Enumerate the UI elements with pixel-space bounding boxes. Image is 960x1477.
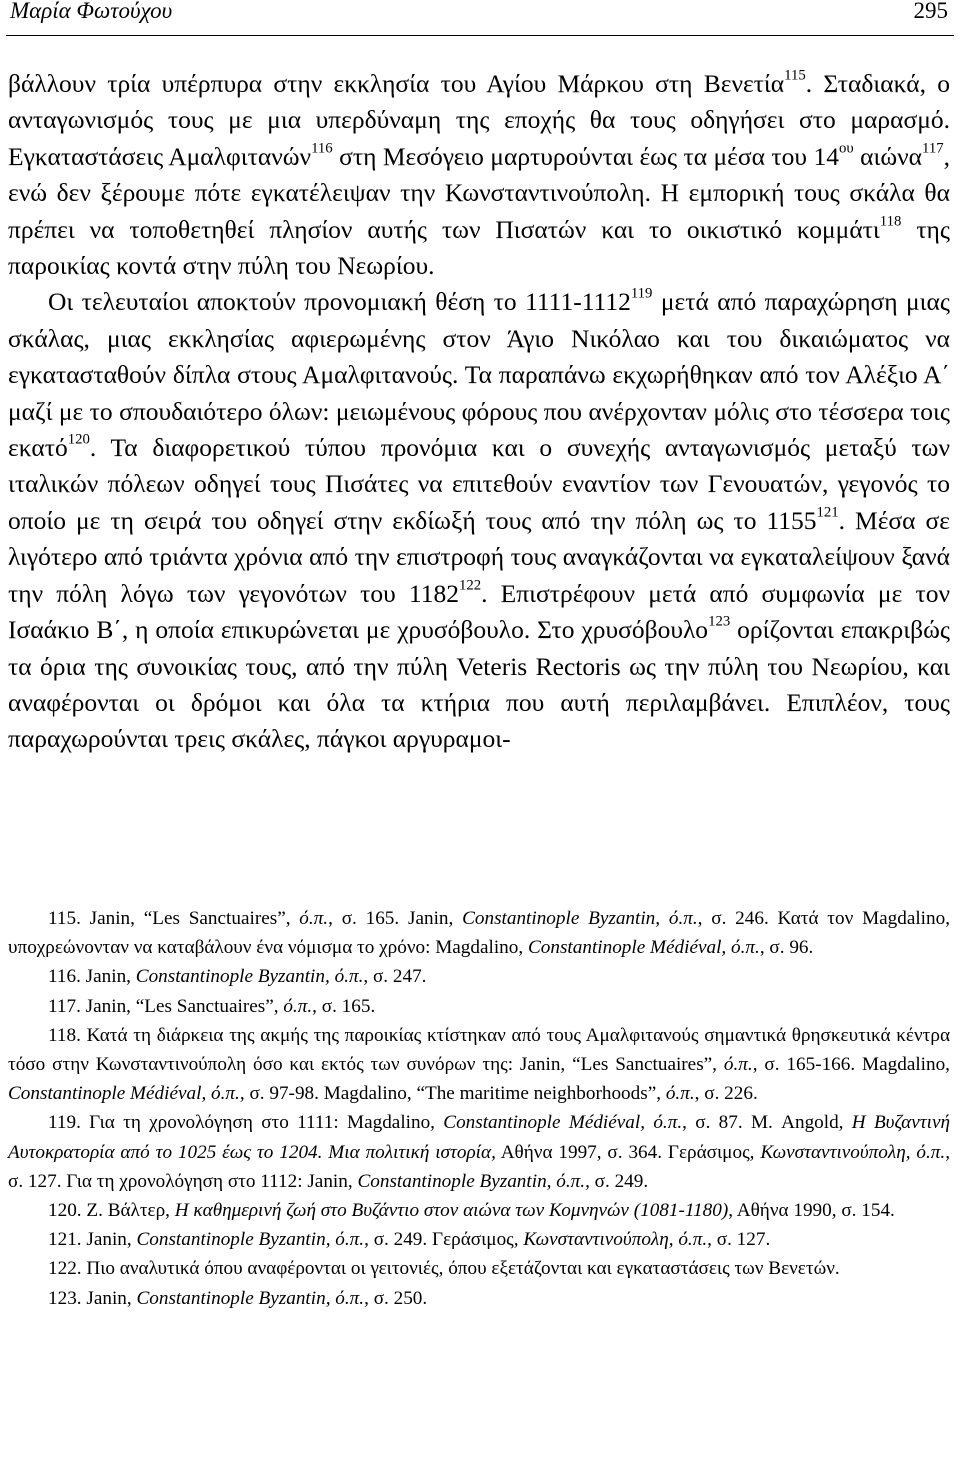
running-head-author: Μαρία Φωτούχου: [10, 0, 173, 23]
footnote-ref: 123: [708, 613, 731, 630]
footnote-ref: 120: [67, 431, 90, 448]
running-header: [10, 0, 948, 32]
footnote-117: 117. Janin, “Les Sanctuaires”, ό.π., σ. 165.: [48, 995, 376, 1017]
footnote-ref: 116: [311, 140, 333, 157]
footnotes: [8, 904, 950, 1313]
footnote-115: 115. Janin, “Les Sanctuaires”, ό.π., σ. 165. Janin, Constantinople Byzantin, ό.π., σ. 246. Κατά τον Magdalino, υποχρεώνονταν να καταβάλουν ένα νόμισμα το χρόνο: Magdalino, Constantinople Médiéval, ό.π., σ. 96.: [8, 908, 950, 959]
footnote-119: 119. Για τη χρονολόγηση στο 1111: Magdalino, Constantinople Médiéval, ό.π., σ. 87. Μ. Angold, Η Βυζαντινή Αυτοκρατορία από το 1025 έως το 1204. Μια πολιτική ιστορία, Αθήνα 1997, σ. 364. Γεράσιμος, Κωνσταντινούπολη, ό.π., σ. 127. Για τη χρονολόγηση στο 1112: Janin, Constantinople Byzantin, ό.π., σ. 249.: [8, 1112, 950, 1192]
footnote-120: 120. Ζ. Βάλτερ, Η καθημερινή ζωή στο Βυζάντιο στον αιώνα των Κομνηνών (1081-1180), Αθήνα 1990, σ. 154.: [48, 1200, 895, 1222]
page-number: 295: [913, 0, 948, 23]
header-rule: [6, 35, 954, 36]
footnote-ref: 122: [458, 577, 482, 594]
footnote-118: 118. Κατά τη διάρκεια της ακμής της παροικίας κτίστηκαν από τους Αμαλφιτανούς σημαντικά θρησκευτικά κέντρα τόσο στην Κωνσταντινούπολη όσο και εκτός των συνόρων της: Janin, “Les Sanctuaires”, ό.π., σ. 165-166. Magdalino, Constantinople Médiéval, ό.π., σ. 97-98. Magdalino, “The maritime neighborhoods”, ό.π., σ. 226.: [8, 1024, 950, 1105]
footnote-ref: 121: [816, 504, 839, 521]
main-text: [8, 66, 950, 758]
footnote-ref: 115: [784, 67, 806, 84]
footnote-ref: 117: [922, 140, 944, 157]
footnote-123: 123. Janin, Constantinople Byzantin, ό.π., σ. 250.: [48, 1287, 428, 1309]
ordinal-suffix: ου: [838, 140, 854, 157]
body-paragraph: Οι τελευταίοι αποκτούν προνομιακή θέση το 1111-1112$^{119}$ μετά από παραχώρηση μιας σκάλας, μιας εκκλησίας αφιερωμένης στον Άγιο Νικόλαο και του δικαιώματος να εγκατασταθούν δίπλα στους Αμαλφιτανούς. Τα παραπάνω εκχωρήθηκαν από τον Αλέξιο Α΄ μαζί με το σπουδαιότερο όλων: μειωμένους φόρους που ανέρχονταν μόλις στο τέσσερα τοις εκατό$^{120}$. Τα διαφορετικού τύπου προνόμια και ο συνεχής ανταγωνισμός μεταξύ των ιταλικών πόλεων οδηγεί τους Πισάτες να επιτεθούν εναντίον των Γενουατών, γεγονός το οποίο με τη σειρά του οδηγεί στην εκδίωξή τους από την πόλη ως το 1155$^{121}$. Μέσα σε λιγότερο από τριάντα χρόνια από την επιστροφή τους αναγκάζονται να εγκαταλείψουν ξανά την πόλη λόγω των γεγονότων του 1182$^{122}$. Επιστρέφουν μετά από συμφωνία με τον Ισαάκιο Β΄, η οποία επικυρώνεται με χρυσόβουλο. Στο χρυσόβουλο$^{123}$ ορίζονται επακριβώς τα όρια της συνοικίας τους, από την πύλη Veteris Rectoris ως την πύλη του Νεωρίου, και αναφέρονται οι δρόμοι και όλα τα κτήρια που αυτή περιλαμβάνει. Επιπλέον, τους παραχωρούνται τρεις σκάλες, πάγκοι αργυραμοι-: [8, 285, 950, 754]
footnote-ref: 118: [879, 213, 902, 230]
footnote-116: 116. Janin, Constantinople Byzantin, ό.π., σ. 247.: [48, 966, 427, 988]
footnote-ref: 119: [630, 285, 653, 302]
body-paragraph: βάλλουν τρία υπέρπυρα στην εκκλησία του Αγίου Μάρκου στη Βενετία$^{115}$. Σταδιακά, ο ανταγωνισμός τους με μια υπερδύναμη της εποχής θα τους οδηγήσει στο μαρασμό. Εγκαταστάσεις Αμαλφιτανών$^{116}$ στη Μεσόγειο μαρτυρούνται έως τα μέσα του $14^{o\upsilon}$ αιώνα$^{117}$, ενώ δεν ξέρουμε πότε εγκατέλειψαν την Κωνσταντινούπολη. Η εμπορική τους σκάλα θα πρέπει να τοποθετηθεί πλησίον αυτής των Πισατών και το οικιστικό κομμάτι$^{118}$ της παροικίας κοντά στην πύλη του Νεωρίου.: [8, 67, 950, 281]
footnote-121: 121. Janin, Constantinople Byzantin, ό.π., σ. 249. Γεράσιμος, Κωνσταντινούπολη, ό.π., σ. 127.: [48, 1229, 771, 1251]
footnote-122: 122. Πιο αναλυτικά όπου αναφέρονται οι γειτονιές, όπου εξετάζονται και εγκαταστάσεις των Βενετών.: [48, 1258, 840, 1280]
